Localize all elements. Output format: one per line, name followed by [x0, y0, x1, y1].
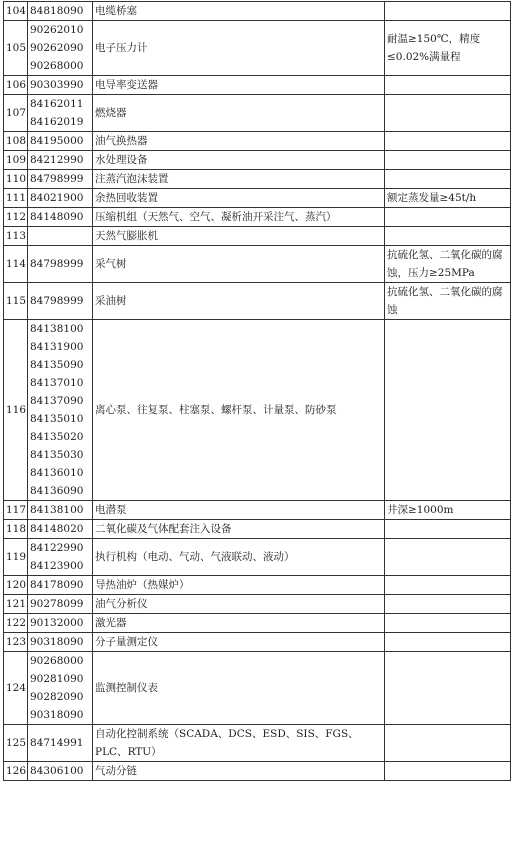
hs-code: 84137090 — [30, 395, 84, 407]
spec-note — [385, 652, 511, 725]
row-number: 122 — [4, 614, 28, 633]
row-number: 106 — [4, 76, 28, 95]
row-number: 126 — [4, 762, 28, 781]
hs-code: 84148020 — [30, 523, 84, 535]
hs-code: 90318090 — [30, 709, 84, 721]
hs-code: 90262010 — [30, 24, 84, 36]
table-row — [4, 520, 511, 539]
hs-code: 90132000 — [30, 617, 84, 629]
hs-code: 90303990 — [30, 79, 84, 91]
equipment-name: 燃烧器 — [93, 95, 385, 132]
equipment-name: 油气换热器 — [93, 132, 385, 151]
row-number: 105 — [4, 21, 28, 76]
table-row — [4, 189, 511, 208]
table-row — [4, 595, 511, 614]
hs-code: 90281090 — [30, 673, 84, 685]
equipment-name: 电导率变送器 — [93, 76, 385, 95]
equipment-name: 监测控制仪表 — [93, 652, 385, 725]
equipment-name: 电子压力计 — [93, 21, 385, 76]
spec-note — [385, 633, 511, 652]
table-row — [4, 283, 511, 320]
row-number: 114 — [4, 246, 28, 283]
hs-code-cell — [28, 21, 93, 76]
row-number: 112 — [4, 208, 28, 227]
row-number: 119 — [4, 539, 28, 576]
row-number: 125 — [4, 725, 28, 762]
row-number: 124 — [4, 652, 28, 725]
table-row — [4, 2, 511, 21]
hs-code: 90268000 — [30, 60, 84, 72]
hs-code-cell — [28, 246, 93, 283]
row-number: 113 — [4, 227, 28, 246]
hs-code-cell — [28, 539, 93, 576]
table-row — [4, 170, 511, 189]
table-row — [4, 227, 511, 246]
spec-note — [385, 595, 511, 614]
equipment-name: 气动分链 — [93, 762, 385, 781]
equipment-name: 激光器 — [93, 614, 385, 633]
hs-code-cell — [28, 320, 93, 501]
hs-code: 84798999 — [30, 295, 84, 307]
table-row — [4, 539, 511, 576]
row-number: 118 — [4, 520, 28, 539]
spec-note: 抗硫化氢、二氧化碳的腐蚀，压力≥25MPa — [385, 246, 511, 283]
hs-code: 84138100 — [30, 504, 84, 516]
spec-note — [385, 614, 511, 633]
hs-code: 84136010 — [30, 467, 84, 479]
row-number: 110 — [4, 170, 28, 189]
table-row — [4, 151, 511, 170]
equipment-name: 自动化控制系统（SCADA、DCS、ESD、SIS、FGS、PLC、RTU） — [93, 725, 385, 762]
hs-code-cell — [28, 576, 93, 595]
hs-code: 84306100 — [30, 765, 84, 777]
hs-code: 84212990 — [30, 154, 84, 166]
table-row — [4, 633, 511, 652]
hs-code: 84162019 — [30, 116, 84, 128]
equipment-name: 水处理设备 — [93, 151, 385, 170]
hs-code-cell — [28, 170, 93, 189]
table-row — [4, 246, 511, 283]
table-row — [4, 320, 511, 501]
row-number: 115 — [4, 283, 28, 320]
hs-code: 84135010 — [30, 413, 84, 425]
hs-code: 84798999 — [30, 258, 84, 270]
equipment-name: 分子量测定仪 — [93, 633, 385, 652]
hs-code-cell — [28, 633, 93, 652]
hs-code: 84136090 — [30, 485, 84, 497]
equipment-name: 离心泵、往复泵、柱塞泵、螺杆泵、计量泵、防砂泵 — [93, 320, 385, 501]
table-row — [4, 132, 511, 151]
table-row — [4, 614, 511, 633]
spec-note: 耐温≥150℃，精度≤0.02%满量程 — [385, 21, 511, 76]
hs-code-cell — [28, 725, 93, 762]
row-number: 111 — [4, 189, 28, 208]
equipment-name: 导热油炉（热媒炉） — [93, 576, 385, 595]
hs-code-cell — [28, 189, 93, 208]
hs-code-cell — [28, 2, 93, 21]
table-row — [4, 501, 511, 520]
hs-code: 84178090 — [30, 579, 84, 591]
row-number: 104 — [4, 2, 28, 21]
hs-code: 84195000 — [30, 135, 84, 147]
spec-note — [385, 320, 511, 501]
hs-code-cell — [28, 762, 93, 781]
hs-code: 84135020 — [30, 431, 84, 443]
spec-note — [385, 208, 511, 227]
hs-code: 84148090 — [30, 211, 84, 223]
hs-code: 90278099 — [30, 598, 84, 610]
equipment-name: 天然气膨胀机 — [93, 227, 385, 246]
hs-code: 90262090 — [30, 42, 84, 54]
hs-code: 84138100 — [30, 323, 84, 335]
equipment-name: 油气分析仪 — [93, 595, 385, 614]
equipment-table — [3, 1, 511, 781]
row-number: 117 — [4, 501, 28, 520]
equipment-name: 电潜泵 — [93, 501, 385, 520]
hs-code-cell — [28, 208, 93, 227]
hs-code-cell — [28, 501, 93, 520]
hs-code-cell — [28, 151, 93, 170]
hs-code-cell — [28, 132, 93, 151]
table-row — [4, 576, 511, 595]
row-number: 108 — [4, 132, 28, 151]
row-number: 109 — [4, 151, 28, 170]
hs-code-cell — [28, 227, 93, 246]
hs-code: 84123900 — [30, 560, 84, 572]
equipment-name: 执行机构（电动、气动、气液联动、液动） — [93, 539, 385, 576]
table-row — [4, 762, 511, 781]
table-row — [4, 208, 511, 227]
hs-code — [30, 227, 90, 245]
equipment-name: 二氧化碳及气体配套注入设备 — [93, 520, 385, 539]
hs-code: 84135090 — [30, 359, 84, 371]
hs-code: 84021900 — [30, 192, 84, 204]
equipment-name: 注蒸汽泡沫装置 — [93, 170, 385, 189]
spec-note — [385, 520, 511, 539]
hs-code-cell — [28, 614, 93, 633]
spec-note: 抗硫化氢、二氧化碳的腐蚀 — [385, 283, 511, 320]
spec-note — [385, 539, 511, 576]
spec-note — [385, 576, 511, 595]
hs-code: 84131900 — [30, 341, 84, 353]
table-row — [4, 725, 511, 762]
spec-note — [385, 2, 511, 21]
spec-note: 额定蒸发量≥45t/h — [385, 189, 511, 208]
hs-code: 90268000 — [30, 655, 84, 667]
hs-code: 84714991 — [30, 737, 84, 749]
table-body — [4, 2, 511, 781]
hs-code-cell — [28, 595, 93, 614]
hs-code-cell — [28, 76, 93, 95]
equipment-name: 电缆桥塞 — [93, 2, 385, 21]
spec-note — [385, 227, 511, 246]
hs-code: 84818090 — [30, 5, 84, 17]
hs-code: 84122990 — [30, 542, 84, 554]
hs-code-cell — [28, 95, 93, 132]
equipment-name: 采油树 — [93, 283, 385, 320]
row-number: 123 — [4, 633, 28, 652]
spec-note — [385, 725, 511, 762]
spec-note — [385, 95, 511, 132]
spec-note — [385, 76, 511, 95]
hs-code: 84162011 — [30, 98, 84, 110]
row-number: 121 — [4, 595, 28, 614]
hs-code: 84798999 — [30, 173, 84, 185]
row-number: 120 — [4, 576, 28, 595]
table-row — [4, 652, 511, 725]
table-row — [4, 76, 511, 95]
equipment-name: 采气树 — [93, 246, 385, 283]
row-number: 116 — [4, 320, 28, 501]
hs-code: 84137010 — [30, 377, 84, 389]
hs-code: 84135030 — [30, 449, 84, 461]
spec-note — [385, 132, 511, 151]
hs-code-cell — [28, 652, 93, 725]
spec-note — [385, 762, 511, 781]
hs-code-cell — [28, 283, 93, 320]
hs-code: 90282090 — [30, 691, 84, 703]
table-row — [4, 95, 511, 132]
hs-code: 90318090 — [30, 636, 84, 648]
row-number: 107 — [4, 95, 28, 132]
equipment-name: 余热回收装置 — [93, 189, 385, 208]
spec-note — [385, 170, 511, 189]
spec-note: 井深≥1000m — [385, 501, 511, 520]
equipment-name: 压缩机组（天然气、空气、凝析油开采注气、蒸汽） — [93, 208, 385, 227]
spec-note — [385, 151, 511, 170]
hs-code-cell — [28, 520, 93, 539]
table-row — [4, 21, 511, 76]
